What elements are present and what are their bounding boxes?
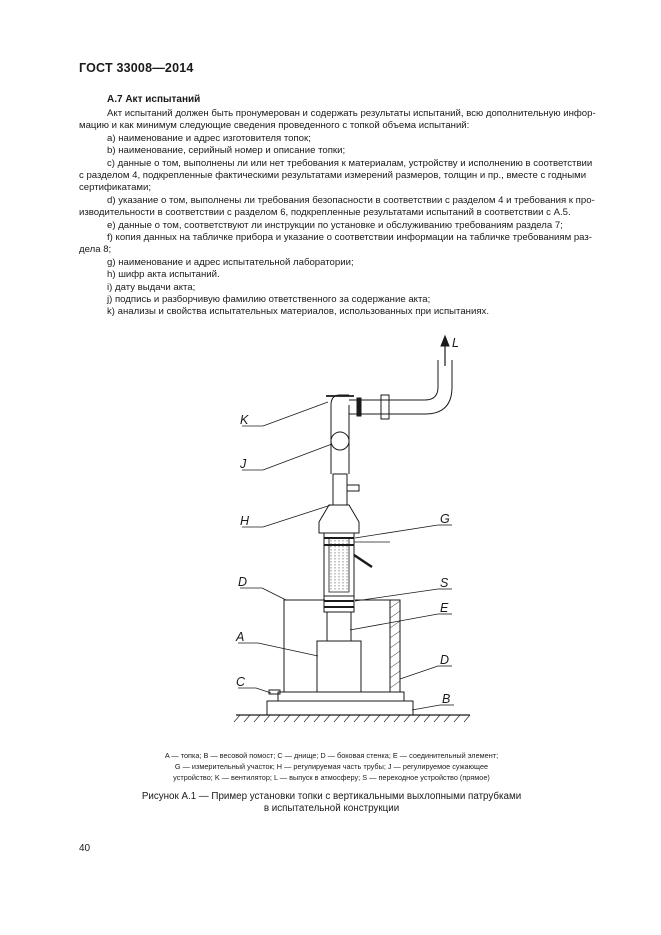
paragraph-line: с разделом 4, подкрепленные фактическими результатами измерений размеров, толщин и пр., вместе с годными [79,170,587,181]
adjustable-handle [347,485,359,491]
paragraph-line: сертификатами; [79,182,152,193]
wall-hatching [390,601,400,688]
weighing-platform [267,701,413,715]
label-L: L [452,336,459,350]
figure-caption: Рисунок А.1 — Пример установки топки с вертикальными выхлопными патрубками [141,791,522,802]
outlet-elbow [425,360,438,400]
list-item: i) дату выдачи акта; [107,282,196,293]
figure-legend-line: A — топка; B — весовой помост; C — днище; D — боковая стенка; E — соединительный элемент; [164,751,499,760]
list-item: c) данные о том, выполнены ли или нет требования к материалам, устройству и исполнению в соответствии [107,158,593,169]
outlet-arrow [441,336,449,346]
side-wall-left [284,600,325,692]
label-A: A [236,630,245,644]
ground-hatching [234,715,470,722]
flange [357,398,361,416]
adjustable-pipe [333,474,347,505]
connecting-element [327,612,351,641]
list-item: j) подпись и разборчивую фамилию ответственного за содержание акта; [107,294,431,305]
label-S: S [440,576,449,590]
transition-piece [324,596,354,612]
standard-header: ГОСТ 33008—2014 [79,61,194,75]
figure-legend-line: G — измерительный участок; H — регулируемая часть трубы; J — регулируемое сужающее [174,762,489,771]
list-item: b) наименование, серийный номер и описание топки; [107,145,346,156]
base-plate [278,692,404,701]
paragraph-line: дела 8; [79,244,112,255]
label-D-left: D [238,575,248,589]
list-item: h) шифр акта испытаний. [107,269,220,280]
cone-transition [319,505,359,533]
label-D-right: D [440,653,450,667]
paragraph-line: мацию и как минимум следующие сведения проведенного с топкой объема испытаний: [79,120,470,131]
label-K: K [240,413,249,427]
test-setup-diagram [225,333,475,743]
label-C: C [236,675,246,689]
probe [354,555,372,567]
paragraph-line: изводительности в соответствии с разделом 6, подкрепленные результатами испытаний в соответствии с А.5. [79,207,571,218]
label-H: H [240,514,250,528]
list-item: а) наименование и адрес изготовителя топок; [107,133,311,144]
side-wall-right [390,600,400,692]
section-title: А.7 Акт испытаний [107,94,201,105]
figure-legend-line: устройство; K — вентилятор; L — выпуск в атмосферу; S — переходное устройство (прямое) [173,773,490,782]
list-item: e) данные о том, соответствуют ли инструкции по установке и обслуживанию требованиям раздела 7; [107,220,563,231]
list-item: d) указание о том, выполнены ли требования безопасности в соответствии с разделом 4 и требования к про- [107,195,595,206]
label-G: G [440,512,450,526]
list-item: k) анализы и свойства испытательных материалов, использованных при испытаниях. [107,306,489,317]
label-B: B [442,692,451,706]
label-J: J [240,457,247,471]
figure-caption: в испытательной конструкции [263,803,400,814]
label-E: E [440,601,449,615]
paragraph-line: Акт испытаний должен быть пронумерован и содержать результаты испытаний, всю дополнительную инфор- [107,108,596,119]
page-number: 40 [79,843,91,854]
list-item: f) копия данных на табличке прибора и указание о соответствии информации на табличке требованиям раз- [107,232,593,243]
damper [331,432,349,450]
list-item: g) наименование и адрес испытательной лаборатории; [107,257,354,268]
pipe-coupling [381,395,389,419]
stove [317,641,361,692]
